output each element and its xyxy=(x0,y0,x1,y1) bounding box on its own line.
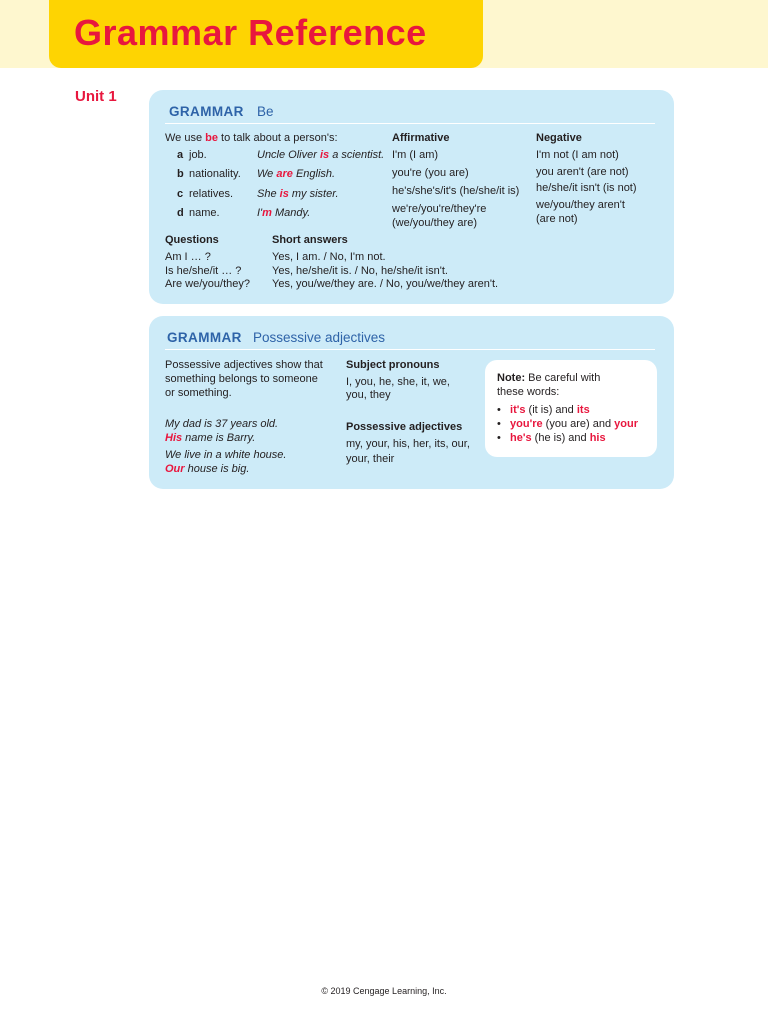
negative-row: he/she/it isn't (is not) xyxy=(536,182,637,194)
description-line: something belongs to someone xyxy=(165,373,318,385)
note-box xyxy=(485,360,657,457)
item-letter: b xyxy=(177,168,184,180)
affirmative-heading: Affirmative xyxy=(392,132,450,144)
possessive-adjectives-heading: Possessive adjectives xyxy=(346,421,463,433)
possessive-adjectives-row: your, their xyxy=(346,453,395,465)
short-answer-row: Yes, you/we/they are. / No, you/we/they aren't. xyxy=(272,278,499,290)
unit-label: Unit 1 xyxy=(75,88,117,105)
item-label: relatives. xyxy=(189,188,234,200)
item-letter: d xyxy=(177,207,184,219)
item-example: We are English. xyxy=(257,168,336,180)
affirmative-row: (we/you/they are) xyxy=(392,217,477,229)
note-bullet: • you're (you are) and your xyxy=(497,418,638,430)
description-line: or something. xyxy=(165,387,232,399)
intro-text: We use be to talk about a person's: xyxy=(165,132,338,144)
item-letter: c xyxy=(177,188,184,200)
item-letter: a xyxy=(177,149,184,161)
item-example: Uncle Oliver is a scientist. xyxy=(257,149,385,161)
questions-heading: Questions xyxy=(165,234,219,246)
grammar-panel-possessive xyxy=(149,316,674,489)
footer-copyright: © 2019 Cengage Learning, Inc. xyxy=(321,986,447,996)
example-line: Our house is big. xyxy=(165,463,250,475)
note-line: Note: Be careful with xyxy=(497,372,601,384)
short-answer-row: Yes, he/she/it is. / No, he/she/it isn't. xyxy=(272,265,448,277)
item-example: I'm Mandy. xyxy=(257,207,311,219)
negative-row: I'm not (I am not) xyxy=(536,149,619,161)
affirmative-row: I'm (I am) xyxy=(392,149,439,161)
question-row: Am I … ? xyxy=(165,251,211,263)
possessive-adjectives-row: my, your, his, her, its, our, xyxy=(346,438,470,450)
negative-row: we/you/they aren't xyxy=(536,199,625,211)
grammar-label: GRAMMAR xyxy=(169,104,244,119)
note-bullet: • he's (he is) and his xyxy=(497,432,606,444)
negative-row: (are not) xyxy=(536,213,578,225)
subject-pronouns-heading: Subject pronouns xyxy=(346,359,440,371)
question-row: Are we/you/they? xyxy=(165,278,250,290)
short-answers-heading: Short answers xyxy=(272,234,348,246)
negative-row: you aren't (are not) xyxy=(536,166,629,178)
note-bullet: • it's (it is) and its xyxy=(497,404,590,416)
grammar-label: GRAMMAR xyxy=(167,330,242,345)
item-label: job. xyxy=(189,149,207,161)
example-line: My dad is 37 years old. xyxy=(165,418,279,430)
short-answer-row: Yes, I am. / No, I'm not. xyxy=(272,251,386,263)
page-title: Grammar Reference xyxy=(74,12,427,53)
grammar-panel-be xyxy=(149,90,674,304)
panel-heading xyxy=(165,104,655,124)
affirmative-row: you're (you are) xyxy=(392,167,469,179)
note-line: these words: xyxy=(497,386,560,398)
item-label: nationality. xyxy=(189,168,241,180)
question-row: Is he/she/it … ? xyxy=(165,265,242,277)
item-label: name. xyxy=(189,207,220,219)
panel-title: Be xyxy=(257,104,274,119)
example-line: We live in a white house. xyxy=(165,449,287,461)
affirmative-row: he's/she's/it's (he/she/it is) xyxy=(392,185,520,197)
item-example: She is my sister. xyxy=(257,188,339,200)
affirmative-row: we're/you're/they're xyxy=(392,203,487,215)
negative-heading: Negative xyxy=(536,132,582,144)
panel-title: Possessive adjectives xyxy=(253,330,386,345)
subject-pronouns-row: you, they xyxy=(346,389,391,401)
example-line: His name is Barry. xyxy=(165,432,256,444)
subject-pronouns-row: I, you, he, she, it, we, xyxy=(346,376,450,388)
description-line: Possessive adjectives show that xyxy=(165,359,323,371)
panel-heading xyxy=(165,330,655,350)
